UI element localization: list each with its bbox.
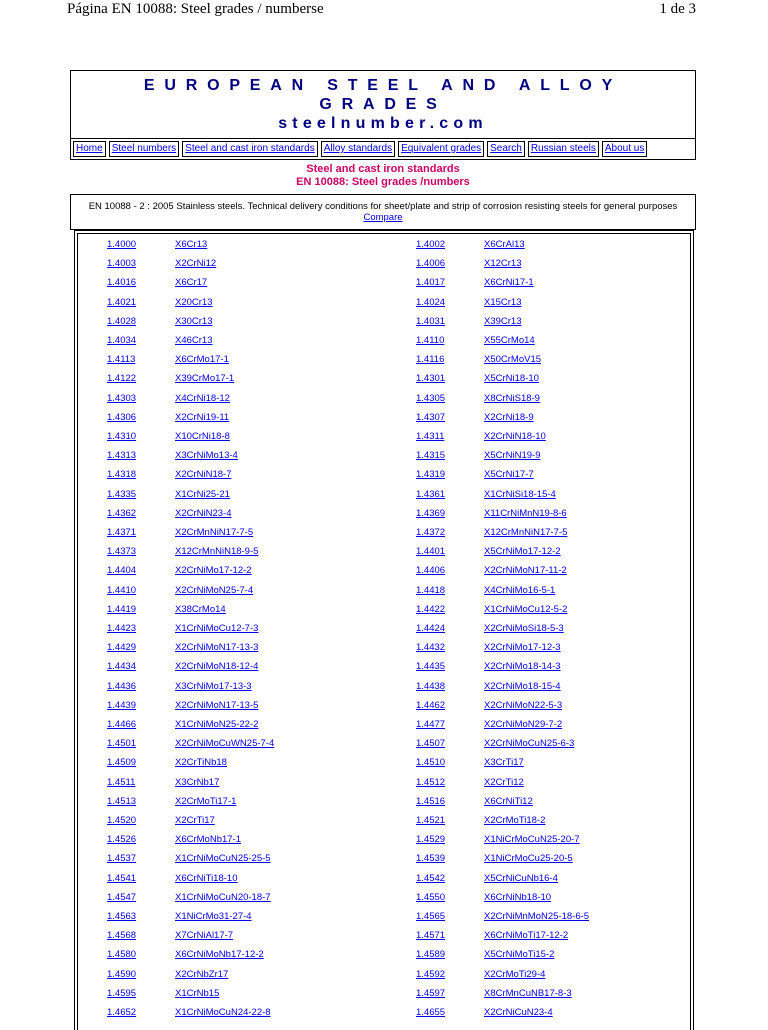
steel-name-link[interactable]: X6CrNiMoNb17-12-2	[175, 949, 264, 961]
steel-name-link[interactable]: X2CrNiMnMoN25-18-6-5	[484, 911, 590, 922]
steel-number-link[interactable]: 1.4520	[107, 815, 137, 826]
steel-number-link[interactable]: 1.4438	[416, 680, 446, 692]
steel-number-link[interactable]: 1.4303	[107, 392, 137, 404]
steel-number-link[interactable]: 1.4589	[416, 949, 446, 961]
steel-name-link[interactable]: X6CrAl13	[484, 239, 525, 250]
table-row	[78, 965, 690, 984]
steel-number-link[interactable]: 1.4563	[107, 911, 137, 922]
table-row	[78, 734, 690, 753]
page-subtitle	[70, 163, 696, 189]
steel-name-link[interactable]: X12CrMnNiN17-7-5	[484, 527, 568, 538]
steel-name-link[interactable]: X2CrTi17	[175, 815, 215, 826]
steel-number-link[interactable]: 1.4547	[107, 891, 137, 903]
steel-name-link[interactable]: X6Cr17	[175, 277, 208, 289]
steel-name-link[interactable]: X1CrNiMoCu12-7-3	[175, 623, 259, 634]
steel-number-link[interactable]: 1.4306	[107, 411, 137, 423]
steel-name-link[interactable]: X6CrNiTi12	[484, 795, 533, 807]
grades-table	[74, 230, 694, 1030]
steel-name-link[interactable]: X12Cr13	[484, 258, 522, 270]
steel-name-link[interactable]: X6CrNi17-1	[484, 277, 534, 289]
table-row	[78, 945, 690, 964]
main-nav	[70, 139, 696, 160]
steel-number-link[interactable]: 1.4006	[416, 258, 446, 270]
steel-number-link[interactable]: 1.4318	[107, 469, 137, 481]
steel-number-link[interactable]: 1.4000	[107, 239, 137, 250]
steel-name-link[interactable]: X2CrNiMo17-12-3	[484, 642, 561, 654]
steel-number-link[interactable]: 1.4501	[107, 738, 137, 750]
steel-name-link[interactable]: X2CrTi12	[484, 776, 524, 788]
steel-number-link[interactable]: 1.4319	[416, 469, 446, 481]
print-page-title: Página EN 10088: Steel grades / numberse	[67, 1, 324, 17]
table-row	[78, 657, 690, 676]
table-row	[78, 677, 690, 696]
steel-name-link[interactable]: X2CrTiNb18	[175, 757, 227, 769]
table-row	[78, 581, 690, 600]
steel-name-link[interactable]: X39Cr13	[484, 315, 522, 327]
steel-name-link[interactable]: X4CrNiMo16-5-1	[484, 584, 556, 596]
steel-number-link[interactable]: 1.4369	[416, 507, 446, 519]
steel-number-link[interactable]: 1.4429	[107, 642, 137, 654]
steel-number-link[interactable]: 1.4597	[416, 987, 446, 999]
steel-name-link[interactable]: X2CrNiMoCuN25-6-3	[484, 738, 575, 750]
table-row	[78, 523, 690, 542]
table-row	[78, 638, 690, 657]
table-row	[78, 542, 690, 561]
steel-number-link[interactable]: 1.4539	[416, 853, 446, 865]
steel-name-link[interactable]: X4CrNi18-12	[175, 392, 230, 404]
steel-name-link[interactable]: X2CrNiMo17-12-2	[175, 565, 252, 577]
steel-name-link[interactable]: X5CrNi17-7	[484, 469, 534, 481]
steel-number-link[interactable]: 1.4595	[107, 987, 137, 999]
steel-name-link[interactable]: X6CrNiTi18-10	[175, 872, 238, 884]
table-row	[78, 888, 690, 907]
steel-name-link[interactable]: X5CrNiN19-9	[484, 450, 541, 462]
table-row	[78, 811, 690, 830]
steel-number-link[interactable]: 1.4652	[107, 1007, 137, 1018]
steel-name-link[interactable]: X1CrNiMoCuN20-18-7	[175, 891, 271, 903]
table-row	[78, 696, 690, 715]
nav-steel-cast-iron-standards[interactable]: Steel and cast iron standards	[182, 141, 318, 157]
steel-number-link[interactable]: 1.4307	[416, 411, 446, 423]
steel-number-link[interactable]: 1.4512	[416, 776, 446, 788]
table-row	[78, 869, 690, 888]
table-row	[78, 504, 690, 523]
steel-number-link[interactable]: 1.4110	[416, 335, 445, 346]
steel-name-link[interactable]: X3CrNb17	[175, 776, 220, 788]
table-row	[78, 350, 690, 369]
table-row	[78, 715, 690, 734]
compare-link[interactable]: Compare	[363, 212, 403, 223]
banner-line-2: GRADES	[319, 96, 447, 113]
steel-number-link[interactable]: 1.4513	[107, 795, 137, 807]
steel-number-link[interactable]: 1.4372	[416, 527, 446, 538]
steel-number-link[interactable]: 1.4418	[416, 584, 446, 596]
nav-about-us[interactable]: About us	[602, 141, 647, 157]
steel-name-link[interactable]: X2CrMoTi17-1	[175, 795, 237, 807]
table-row	[78, 331, 690, 350]
table-row	[78, 465, 690, 484]
steel-name-link[interactable]: X2CrNiN18-7	[175, 469, 232, 481]
standard-description-box	[70, 194, 696, 230]
table-row	[78, 1003, 690, 1022]
steel-number-link[interactable]: 1.4511	[107, 776, 136, 788]
steel-name-link[interactable]: X2CrNiMoN17-13-5	[175, 699, 259, 711]
table-row	[78, 408, 690, 427]
steel-number-link[interactable]: 1.4313	[107, 450, 137, 462]
steel-name-link[interactable]: X3CrNiMo17-13-3	[175, 680, 252, 692]
steel-number-link[interactable]: 1.4362	[107, 507, 137, 519]
steel-number-link[interactable]: 1.4422	[416, 603, 446, 615]
steel-number-link[interactable]: 1.4424	[416, 623, 446, 634]
steel-name-link[interactable]: X38CrMo14	[175, 603, 226, 615]
steel-number-link[interactable]: 1.4529	[416, 834, 446, 846]
steel-number-link[interactable]: 1.4435	[416, 661, 446, 673]
steel-name-link[interactable]: X2CrNiMoN18-12-4	[175, 661, 259, 673]
steel-name-link[interactable]: X2CrNiN18-10	[484, 431, 546, 442]
steel-number-link[interactable]: 1.4590	[107, 968, 137, 980]
steel-name-link[interactable]: X2CrNiMoN22-5-3	[484, 699, 563, 711]
table-row	[78, 773, 690, 792]
steel-name-link[interactable]: X8CrMnCuNB17-8-3	[484, 987, 572, 999]
steel-number-link[interactable]: 1.4537	[107, 853, 137, 865]
steel-number-link[interactable]: 1.4371	[107, 527, 137, 538]
steel-name-link[interactable]: X7CrNiAl17-7	[175, 930, 234, 942]
steel-number-link[interactable]: 1.4021	[107, 296, 137, 308]
steel-number-link[interactable]: 1.4507	[416, 738, 446, 750]
steel-number-link[interactable]: 1.4466	[107, 719, 137, 730]
steel-number-link[interactable]: 1.4541	[107, 872, 137, 884]
steel-name-link[interactable]: X6CrMo17-1	[175, 354, 229, 366]
steel-name-link[interactable]: X2CrNiMoCuWN25-7-4	[175, 738, 275, 750]
banner-site-name: steelnumber.com	[278, 115, 488, 132]
banner-line-1: EUROPEAN STEEL AND ALLOY	[143, 77, 623, 94]
steel-name-link[interactable]: X2CrNiN23-4	[175, 507, 232, 519]
steel-number-link[interactable]: 1.4477	[416, 719, 446, 730]
steel-number-link[interactable]: 1.4017	[416, 277, 446, 289]
print-page-number: 1 de 3	[659, 1, 696, 17]
steel-name-link[interactable]: X6CrNiMoTi17-12-2	[484, 930, 569, 942]
steel-number-link[interactable]: 1.4410	[107, 584, 137, 596]
steel-name-link[interactable]: X2CrNiMo18-15-4	[484, 680, 561, 692]
steel-number-link[interactable]: 1.4361	[416, 488, 446, 500]
steel-name-link[interactable]: X1CrNb15	[175, 987, 220, 999]
steel-name-link[interactable]: X12CrMnNiN18-9-5	[175, 546, 259, 558]
steel-number-link[interactable]: 1.4028	[107, 315, 137, 327]
steel-name-link[interactable]: X2CrNi19-11	[175, 411, 230, 423]
steel-name-link[interactable]: X10CrNi18-8	[175, 431, 230, 442]
steel-name-link[interactable]: X1CrNiMoN25-22-2	[175, 719, 259, 730]
steel-number-link[interactable]: 1.4580	[107, 949, 137, 961]
steel-number-link[interactable]: 1.4419	[107, 603, 137, 615]
steel-name-link[interactable]: X1NiCrMo31-27-4	[175, 911, 252, 922]
steel-name-link[interactable]: X8CrNiS18-9	[484, 392, 540, 404]
steel-name-link[interactable]: X2CrNiCuN23-4	[484, 1007, 553, 1018]
table-row	[78, 446, 690, 465]
steel-name-link[interactable]: X2CrMoTi29-4	[484, 968, 546, 980]
nav-steel-numbers[interactable]: Steel numbers	[109, 141, 179, 157]
steel-name-link[interactable]: X15Cr13	[484, 296, 522, 308]
steel-number-link[interactable]: 1.4432	[416, 642, 446, 654]
steel-name-link[interactable]: X20Cr13	[175, 296, 213, 308]
steel-number-link[interactable]: 1.4592	[416, 968, 446, 980]
steel-number-link[interactable]: 1.4305	[416, 392, 446, 404]
table-row	[78, 369, 690, 388]
steel-number-link[interactable]: 1.4568	[107, 930, 137, 942]
steel-name-link[interactable]: X5CrNi18-10	[484, 373, 539, 385]
table-row	[78, 792, 690, 811]
table-row	[78, 907, 690, 926]
steel-name-link[interactable]: X2CrNiMoN29-7-2	[484, 719, 563, 730]
steel-number-link[interactable]: 1.4542	[416, 872, 446, 884]
steel-name-link[interactable]: X6CrNiNb18-10	[484, 891, 552, 903]
steel-number-link[interactable]: 1.4550	[416, 891, 446, 903]
table-row	[78, 312, 690, 331]
steel-name-link[interactable]: X30Cr13	[175, 315, 213, 327]
steel-name-link[interactable]: X3CrNiMo13-4	[175, 450, 238, 462]
steel-name-link[interactable]: X1CrNiMoCu12-5-2	[484, 603, 568, 615]
steel-name-link[interactable]: X5CrNiCuNb16-4	[484, 872, 558, 884]
steel-name-link[interactable]: X2CrNi18-9	[484, 411, 534, 423]
steel-number-link[interactable]: 1.4401	[416, 546, 446, 558]
steel-number-link[interactable]: 1.4016	[107, 277, 137, 289]
nav-search[interactable]: Search	[487, 141, 525, 157]
steel-name-link[interactable]: X6Cr13	[175, 239, 208, 250]
nav-home[interactable]: Home	[73, 141, 106, 157]
steel-number-link[interactable]: 1.4516	[416, 795, 446, 807]
steel-number-link[interactable]: 1.4406	[416, 565, 446, 577]
steel-name-link[interactable]: X2CrNbZr17	[175, 968, 229, 980]
steel-name-link[interactable]: X1NiCrMoCuN25-20-7	[484, 834, 580, 846]
steel-number-link[interactable]: 1.4404	[107, 565, 137, 577]
steel-name-link[interactable]: X1CrNiSi18-15-4	[484, 488, 556, 500]
steel-number-link[interactable]: 1.4310	[107, 431, 137, 442]
steel-number-link[interactable]: 1.4335	[107, 488, 137, 500]
steel-name-link[interactable]: X1NiCrMoCu25-20-5	[484, 853, 573, 865]
nav-russian-steels[interactable]: Russian steels	[528, 141, 599, 157]
site-banner	[70, 70, 696, 139]
table-row	[78, 273, 690, 292]
steel-name-link[interactable]: X2CrMnNiN17-7-5	[175, 527, 254, 538]
steel-name-link[interactable]: X2CrNiMo18-14-3	[484, 661, 561, 673]
steel-name-link[interactable]: X1CrNi25-21	[175, 488, 230, 500]
steel-name-link[interactable]: X1CrNiMoCuN24-22-8	[175, 1007, 271, 1018]
table-row	[78, 485, 690, 504]
table-row	[78, 619, 690, 638]
nav-equivalent-grades[interactable]: Equivalent grades	[398, 141, 484, 157]
table-row	[78, 849, 690, 868]
steel-name-link[interactable]: X50CrMoV15	[484, 354, 542, 366]
steel-name-link[interactable]: X1CrNiMoCuN25-25-5	[175, 853, 271, 865]
steel-number-link[interactable]: 1.4113	[107, 354, 136, 366]
steel-name-link[interactable]: X39CrMo17-1	[175, 373, 235, 385]
steel-number-link[interactable]: 1.4301	[416, 373, 446, 385]
table-row	[78, 561, 690, 580]
steel-number-link[interactable]: 1.4509	[107, 757, 137, 769]
steel-number-link[interactable]: 1.4462	[416, 699, 446, 711]
steel-number-link[interactable]: 1.4122	[107, 373, 137, 385]
steel-number-link[interactable]: 1.4655	[416, 1007, 446, 1018]
table-row	[78, 254, 690, 273]
table-row	[78, 235, 690, 254]
steel-name-link[interactable]: X2CrNiMoN17-13-3	[175, 642, 259, 654]
table-row	[78, 293, 690, 312]
steel-number-link[interactable]: 1.4031	[416, 315, 446, 327]
steel-name-link[interactable]: X2CrNiMoN25-7-4	[175, 584, 254, 596]
standard-description: EN 10088 - 2 : 2005 Stainless steels. Technical delivery conditions for sheet/plate and strip of corrosion resisting steels for general purposes	[88, 201, 678, 212]
steel-number-link[interactable]: 1.4436	[107, 680, 137, 692]
table-row	[78, 427, 690, 446]
steel-name-link[interactable]: X6CrMoNb17-1	[175, 834, 241, 846]
steel-number-link[interactable]: 1.4315	[416, 450, 446, 462]
steel-number-link[interactable]: 1.4311	[416, 431, 445, 442]
table-row	[78, 389, 690, 408]
table-row	[78, 753, 690, 772]
grades-table-inner	[77, 233, 691, 1030]
print-header	[0, 0, 768, 24]
steel-name-link[interactable]: X5CrNiMo17-12-2	[484, 546, 561, 558]
steel-number-link[interactable]: 1.4034	[107, 335, 137, 346]
steel-name-link[interactable]: X2CrNi12	[175, 258, 217, 270]
table-row	[78, 830, 690, 849]
steel-number-link[interactable]: 1.4003	[107, 258, 137, 270]
steel-name-link[interactable]: X55CrMo14	[484, 335, 535, 346]
steel-number-link[interactable]: 1.4024	[416, 296, 446, 308]
steel-name-link[interactable]: X2CrNiMoN17-11-2	[484, 565, 567, 577]
steel-name-link[interactable]: X2CrNiMoSi18-5-3	[484, 623, 564, 634]
steel-name-link[interactable]: X11CrNiMnN19-8-6	[484, 507, 567, 519]
steel-number-link[interactable]: 1.4510	[416, 757, 446, 769]
table-row	[78, 926, 690, 945]
steel-name-link[interactable]: X46Cr13	[175, 335, 213, 346]
steel-name-link[interactable]: X3CrTi17	[484, 757, 524, 769]
steel-number-link[interactable]: 1.4373	[107, 546, 137, 558]
steel-number-link[interactable]: 1.4439	[107, 699, 137, 711]
steel-number-link[interactable]: 1.4002	[416, 239, 446, 250]
nav-alloy-standards[interactable]: Alloy standards	[321, 141, 395, 157]
steel-number-link[interactable]: 1.4526	[107, 834, 137, 846]
steel-name-link[interactable]: X5CrNiMoTi15-2	[484, 949, 555, 961]
table-row	[78, 984, 690, 1003]
table-row	[78, 600, 690, 619]
steel-number-link[interactable]: 1.4571	[416, 930, 446, 942]
steel-number-link[interactable]: 1.4521	[416, 815, 446, 826]
steel-number-link[interactable]: 1.4423	[107, 623, 137, 634]
subtitle-line-2: EN 10088: Steel grades /numbers	[296, 176, 470, 188]
steel-number-link[interactable]: 1.4565	[416, 911, 446, 922]
subtitle-line-1: Steel and cast iron standards	[306, 163, 460, 175]
steel-name-link[interactable]: X2CrMoTi18-2	[484, 815, 546, 826]
steel-number-link[interactable]: 1.4116	[416, 354, 445, 366]
steel-number-link[interactable]: 1.4434	[107, 661, 137, 673]
